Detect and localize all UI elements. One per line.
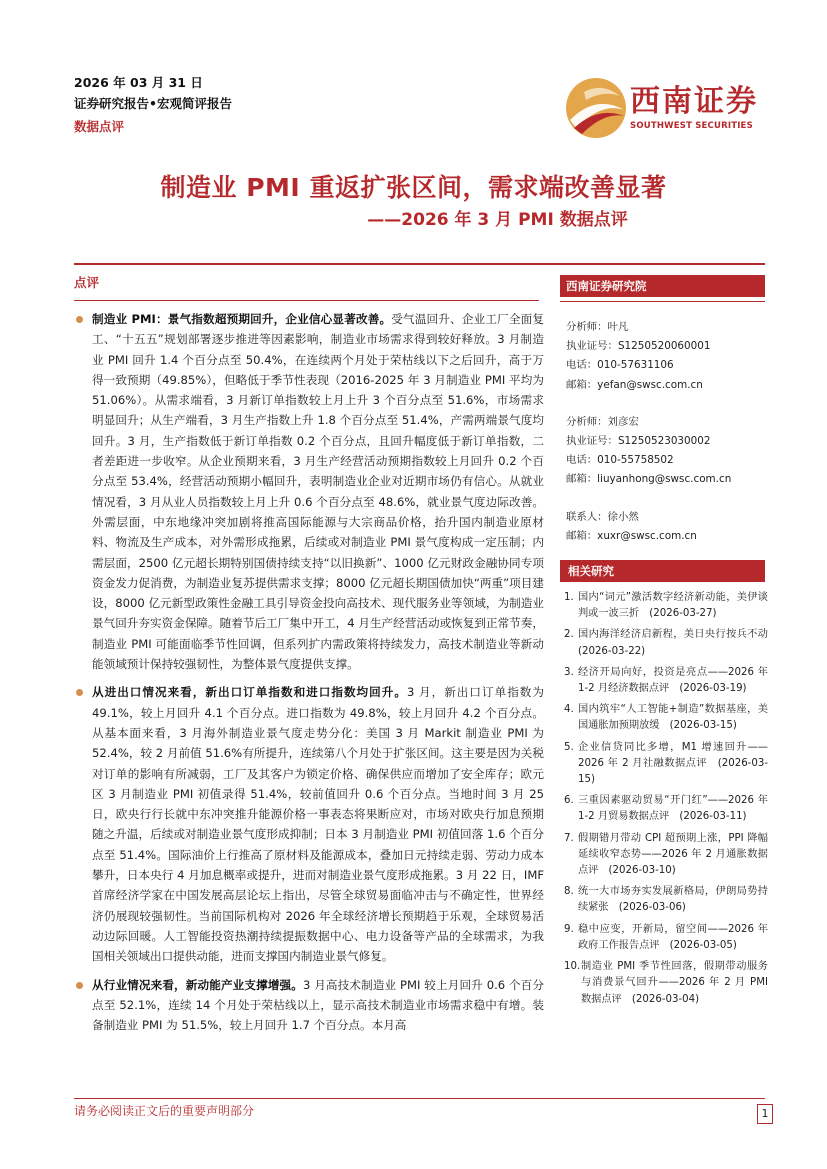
main-column xyxy=(74,272,544,1035)
paragraph-body: 3 月高技术制造业 PMI 较上月回升 0.6 个百分点至 52.1%，连续 14 个月处于荣枯线以上，显示高技术制造业市场需求稳中有增。装备制造业 PMI 为 51.5%，较上月回升 1.7 个百分点。本月高 xyxy=(92,977,544,1033)
report-category: 数据点评 xyxy=(74,119,125,134)
paragraph-body: 3 月，新出口订单指数为 49.1%，较上月回升 4.1 个百分点。进口指数为 49.8%，较上月回升 4.2 个百分点。从基本面来看，3 月海外制造业景气度走势分化：美国 3 月 Markit 制造业 PMI 为 52.4%，较 2 月前值 51.6%有所提升，连续第八个月处于扩张区间。这主要是因为关税对订单的影响有所减弱，工厂及其客户为锁定价格、确保供应而增加了安全库存；欧元区 3 月制造业 PMI 初值录得 51.4%，较前值回升 0.6 个百分点。当地时间 3 月 25 日，欧央行行长就中东冲突推升能源价格一事表态将果断应对，市场对欧央行加息预期随之升温，后续或对制造业景气度形成抑制；日本 3 月制造业 PMI 初值回落 1.6 个百分点至 51.4%。国际油价上行推高了原材料及能源成本，叠加日元持续走弱、劳动力成本攀升，日本央行 4 月加息概率或提升，进而对制造业景气度形成拖累。3 月 22 日，IMF 首席经济学家在中国发展高层论坛上指出，尽管全球贸易面临冲击与不确定性，世界经济仍展现较强韧性。当前国际机构对 2026 年全球经济增长预期趋于乐观，全球贸易活动边际回暖。人工智能投资热潮持续提振数据中心、电力设备等产品的全球需求，为我国相关领域出口提供动能，进而支撑国内制造业景气修复。 xyxy=(92,685,544,964)
analyst-license: 执业证号：S1250520060001 xyxy=(566,340,711,353)
research-institute-title: 西南证券研究院 xyxy=(560,275,765,297)
paragraph-lead: 制造业 PMI：景气指数超预期回升，企业信心显著改善。 xyxy=(92,312,392,326)
related-item[interactable]: 6. 三重因素驱动贸易“开门红”——2026 年 1-2 月贸易数据点评 (2026-03-11) xyxy=(564,795,768,823)
report-subtitle-text: ——2026 年 3 月 PMI 数据点评 xyxy=(367,210,628,230)
footer-divider xyxy=(74,1098,765,1099)
paragraph-manufacturing xyxy=(74,309,544,674)
paragraph-body: 受气温回升、企业工厂全面复工、“十五五”规划部署逐步推进等因素影响，制造业市场需求得到较好释放。3 月制造业 PMI 回升 1.4 个百分点至 50.4%，在连续两个月处于荣枯线以下之后回升，高于万得一致预期（49.85%），但略低于季节性表现（2016-2025 年 3 月制造业 PMI 平均为 51.06%）。从需求端看，3 月新订单指数较上月上升 3 个百分点至 51.6%，市场需求明显回升；从生产端看，3 月生产指数上升 1.8 个百分点至 51.4%，产需两端景气度均回升。3 月，生产指数低于新订单指数 0.2 个百分点，且回升幅度低于新订单指数，二者差距进一步收窄。从企业预期来看，3 月生产经营活动预期指数较上月回升 0.2 个百分点至 53.4%，经营活动预期小幅回升，表明制造业企业对近期市场仍有信心。从就业情况看，3 月从业人员指数较上月上升 0.6 个百分点至 48.6%，就业景气度边际改善。外需层面，中东地缘冲突加剧将推高国际能源与大宗商品价格，抬升国内制造业原材料、物流及生产成本，对外需形成拖累，后续或对制造业 PMI 景气度构成一定压制；内需层面，2500 亿元超长期特别国债持续支持“以旧换新”、1000 亿元财政金融协同专项资金发力促消费，为制造业复苏提供需求支撑；8000 亿元超长期国债加快“两重”项目建设，8000 亿元新型政策性金融工具引导资金投向高技术、现代服务业等领域，为制造业景气回升夯实资金保障。随着节后工厂集中开工，4 月生产经营活动或恢复到正常节奏，制造业 PMI 可能面临季节性回调，但系列扩内需政策将持续发力，高技术制造业等新动能领域预计保持较强韧性，为整体景气度提供支撑。 xyxy=(92,312,544,672)
analyst-license: 执业证号：S1250523030002 xyxy=(566,435,711,448)
paragraph-lead: 从进出口情况来看，新出口订单指数和进口指数均回升。 xyxy=(92,685,407,700)
related-item[interactable]: 10. 制造业 PMI 季节性回落，假期带动服务与消费景气回升——2026 年 2 月 PMI 数据点评 (2026-03-04) xyxy=(564,961,768,1005)
bullet-icon xyxy=(76,982,83,989)
footer-disclaimer[interactable]: 请务必阅读正文后的重要声明部分 xyxy=(74,1104,255,1118)
analyst-card xyxy=(566,318,768,395)
report-date: 2026 年 03 月 31 日 xyxy=(74,75,203,90)
related-item[interactable]: 1. 国内“词元”激活数字经济新动能，美伊谈判或一波三折 (2026-03-27) xyxy=(564,592,768,620)
related-research-list xyxy=(560,590,779,1008)
related-research-title: 相关研究 xyxy=(560,560,765,582)
related-item[interactable]: 3. 经济开局向好，投资是亮点——2026 年 1-2 月经济数据点评 (2026-03-19) xyxy=(564,666,768,695)
analyst-phone: 电话：010-55758502 xyxy=(566,454,674,467)
analyst-email[interactable]: 邮箱：yefan@swsc.com.cn xyxy=(566,378,703,391)
related-item[interactable]: 4. 国内筑牢“人工智能+制造”数据基座，美国通胀加预期放缓 (2026-03-15) xyxy=(564,704,768,732)
related-item[interactable]: 9. 稳中应变，开新局，留空间——2026 年政府工作报告点评 (2026-03-05) xyxy=(564,923,768,951)
sidebar xyxy=(560,275,779,1013)
analyst-card xyxy=(566,413,768,490)
related-item[interactable]: 7. 假期错月带动 CPI 超预期上涨，PPI 降幅延续收窄态势——2026 年 2 月通胀数据点评 (2026-03-10) xyxy=(564,832,768,877)
analyst-phone: 电话：010-57631106 xyxy=(566,359,674,372)
paragraph-lead: 从行业情况来看，新动能产业支撑增强。 xyxy=(92,977,303,992)
page-number: 1 xyxy=(757,1104,773,1124)
related-item[interactable]: 8. 统一大市场夯实发展新格局，伊朗局势持续紧张 (2026-03-06) xyxy=(564,886,768,914)
analyst-name: 分析师：刘彦宏 xyxy=(566,415,639,428)
paragraph-trade xyxy=(74,682,544,966)
report-header xyxy=(74,72,314,140)
bullet-icon xyxy=(76,316,83,323)
paragraph-industry xyxy=(74,975,544,1036)
contact-name: 联系人：徐小然 xyxy=(566,510,639,523)
related-item[interactable]: 2. 国内海洋经济启新程，美日央行按兵不动 (2026-03-22) xyxy=(564,629,779,657)
section-title: 点评 xyxy=(74,272,539,301)
contact-email[interactable]: 邮箱：xuxr@swsc.com.cn xyxy=(566,529,697,542)
analyst-email[interactable]: 邮箱：liuyanhong@swsc.com.cn xyxy=(566,473,732,486)
report-type: 证券研究报告•宏观简评报告 xyxy=(74,96,232,111)
report-title: 制造业 PMI 重返扩张区间，需求端改善显著 xyxy=(160,173,667,202)
analyst-list xyxy=(560,318,768,546)
logo-en: SOUTHWEST SECURITIES xyxy=(630,121,753,131)
analyst-name: 分析师：叶凡 xyxy=(566,321,629,333)
report-subtitle xyxy=(0,206,827,234)
logo-wordmark xyxy=(630,84,770,132)
logo-cn: 西南证券 xyxy=(630,84,758,119)
research-divider xyxy=(560,301,765,302)
related-item[interactable]: 5. 企业信贷同比多增，M1 增速回升——2026 年 2 月社融数据点评 (2026-03-15) xyxy=(564,741,768,786)
title-divider xyxy=(74,263,765,265)
bullet-icon xyxy=(76,689,83,696)
contact-card xyxy=(566,508,768,546)
